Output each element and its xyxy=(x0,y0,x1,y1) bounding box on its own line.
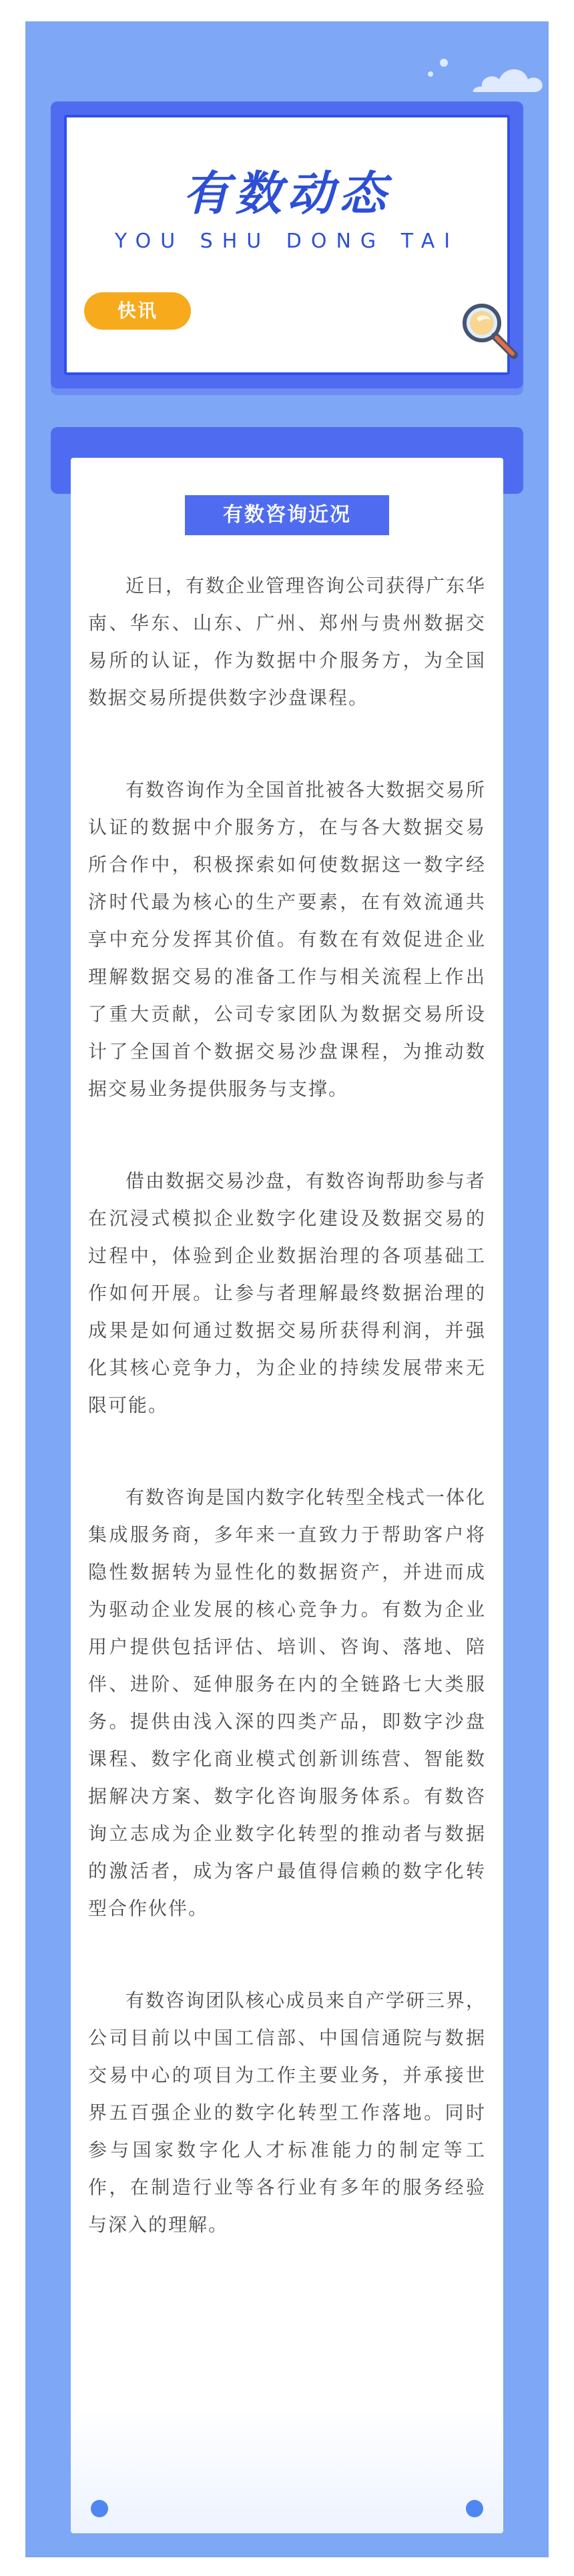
article-paragraph: 借由数据交易沙盘，有数咨询帮助参与者在沉浸式模拟企业数字化建设及数据交易的过程中，体验到企业数据治理的各项基础工作如何开展。让参与者理解最终数据治理的成果是如何通过数据交易所获得利润，并强化其核心竞争力，为企业的持续发展带来无限可能。 xyxy=(88,1170,487,1416)
page-title: 有数动态 xyxy=(183,166,391,221)
article-card xyxy=(71,458,503,2533)
bottom-right-dot xyxy=(466,2500,483,2517)
bottom-left-dot xyxy=(91,2500,108,2517)
page-subtitle: YOU SHU DONG TAI xyxy=(114,230,460,253)
decor-dot xyxy=(440,59,448,67)
section-title: 有数咨询近况 xyxy=(185,495,389,535)
magnifier-icon xyxy=(457,298,521,362)
decor-dot xyxy=(428,71,433,77)
article-paragraph: 有数咨询是国内数字化转型全栈式一体化集成服务商，多年来一直致力于帮助客户将隐性数据转为显性化的数据资产，并进而成为驱动企业发展的核心竞争力。有数为企业用户提供包括评估、培训、咨询、落地、陪伴、进阶、延伸服务在内的全链路七大类服务。提供由浅入深的四类产品，即数字沙盘课程、数字化商业模式创新训练营、智能数据解决方案、数字化咨询服务体系。有数咨询立志成为企业数字化转型的推动者与数据的激活者，成为客户最值得信赖的数字化转型合作伙伴。 xyxy=(88,1486,487,1919)
article-paragraph: 近日，有数企业管理咨询公司获得广东华南、华东、山东、广州、郑州与贵州数据交易所的认证，作为数据中介服务方，为全国数据交易所提供数字沙盘课程。 xyxy=(88,575,487,709)
article-paragraph: 有数咨询作为全国首批被各大数据交易所认证的数据中介服务方，在与各大数据交易所合作中，积极探索如何使数据这一数字经济时代最为核心的生产要素，在有效流通共享中充分发挥其价值。有数在有效促进企业理解数据交易的准备工作与相关流程上作出了重大贡献，公司专家团队为数据交易所设计了全国首个数据交易沙盘课程，为推动数据交易业务提供服务与支撑。 xyxy=(88,779,487,1100)
header-card xyxy=(64,115,510,375)
article-paragraph: 有数咨询团队核心成员来自产学研三界，公司目前以中国工信部、中国信通院与数据交易中心的项目为工作主要业务，并承接世界五百强企业的数字化转型工作落地。同时参与国家数字化人才标准能力的制定等工作，在制造行业等各行业有多年的服务经验与深入的理解。 xyxy=(88,1989,487,2236)
cloud-icon xyxy=(462,63,546,96)
news-badge: 快讯 xyxy=(84,292,191,330)
